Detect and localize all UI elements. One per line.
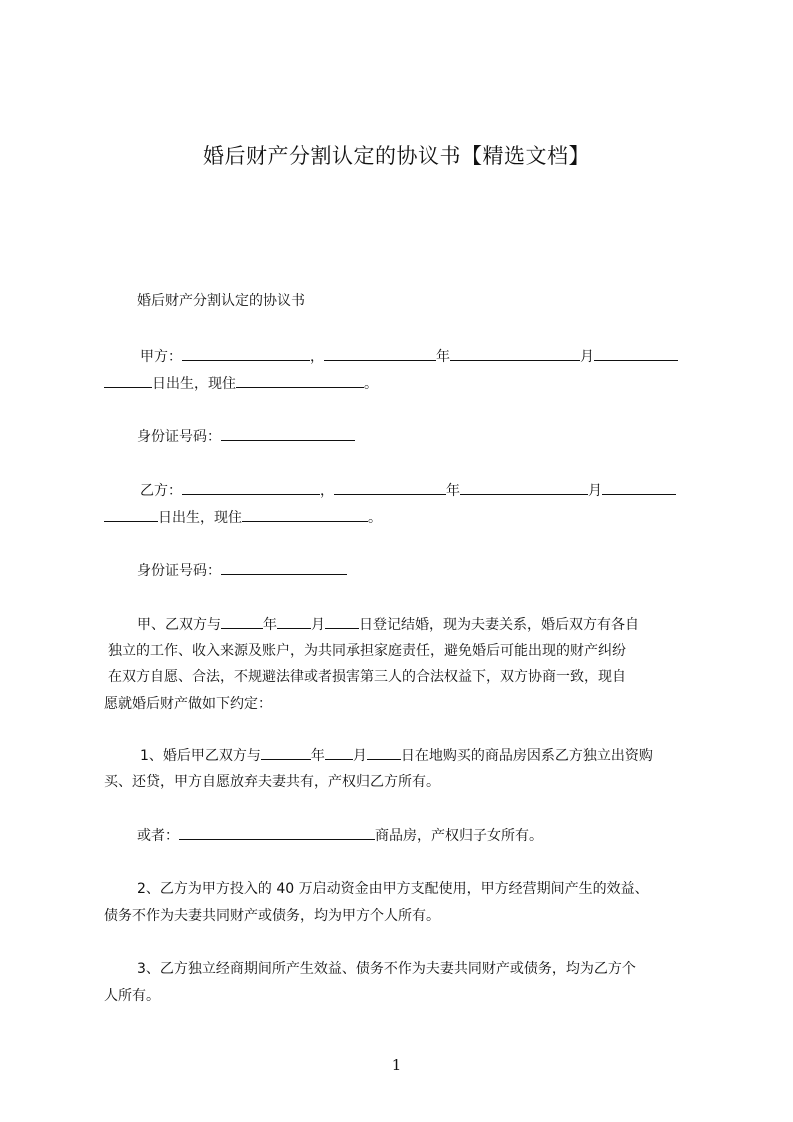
party-a-label: 甲方：: [140, 349, 182, 365]
clause-3-line-2: 人所有。: [104, 988, 160, 1004]
party-a-name-blank: [182, 346, 310, 361]
party-a-address-blank: [236, 373, 364, 388]
clause-1-line-2: 买、还贷，甲方自愿放弃夫妻共有，产权归乙方所有。: [104, 774, 440, 790]
party-b-birth-day-blank-1: [602, 480, 676, 495]
party-b-birth-year-blank: [334, 480, 446, 495]
clause-2-line-1: 2、乙方为甲方投入的 40 万启动资金由甲方支配使用，甲方经营期间产生的效益、: [137, 881, 649, 897]
or-clause-line: 或者： 商品房，产权归子女所有。: [137, 825, 543, 846]
party-a-id-label: 身份证号码：: [137, 429, 221, 445]
party-a-id-line: [137, 426, 355, 447]
party-a-line-2: 日出生，现住 。: [104, 373, 378, 394]
em-dash-line: [317, 831, 375, 840]
intro-line-3: 在双方自愿、合法，不规避法律或者损害第三人的合法权益下，双方协商一致，现自: [108, 669, 626, 685]
party-a-birth-month-blank: [450, 346, 580, 361]
page-number: 1: [391, 1056, 402, 1074]
marriage-month-blank: [277, 614, 311, 629]
party-a-birth-day-blank-2: [104, 373, 152, 388]
clause-2-line-2: 债务不作为夫妻共同财产或债务，均为甲方个人所有。: [104, 908, 440, 924]
party-a-birth-year-blank: [324, 346, 436, 361]
document-title: 婚后财产分割认定的协议书【精选文档】: [203, 144, 590, 168]
party-b-line-1: 乙方： ， 年 月: [140, 480, 676, 501]
party-a-line-1: 甲方： ， 年 月: [140, 346, 678, 367]
intro-line-2: 独立的工作、收入来源及账户，为共同承担家庭责任，避免婚后可能出现的财产纠纷: [108, 643, 626, 659]
party-b-label: 乙方：: [140, 483, 182, 499]
party-b-name-blank: [182, 480, 320, 495]
party-a-id-blank: [221, 426, 355, 441]
party-b-id-blank: [221, 560, 347, 575]
marriage-year-blank: [221, 614, 263, 629]
agreement-subtitle: 婚后财产分割认定的协议书: [137, 293, 305, 309]
party-a-birth-day-blank-1: [594, 346, 678, 361]
party-b-address-blank: [242, 507, 368, 522]
party-b-id-label: 身份证号码：: [137, 563, 221, 579]
clause-3-line-1: 3、乙方独立经商期间所产生效益、债务不作为夫妻共同财产或债务，均为乙方个: [137, 961, 636, 977]
marriage-day-blank: [325, 614, 359, 629]
clause-1-line-1: 1、婚后甲乙双方与 年 月 日在地购买的商品房因系乙方独立出资购: [140, 745, 653, 766]
party-b-birth-month-blank: [460, 480, 588, 495]
purchase-day-blank: [367, 745, 401, 760]
property-blank: [179, 825, 317, 840]
party-b-line-2: 日出生，现住 。: [104, 507, 382, 528]
intro-line-1: 甲、乙双方与 年 月 日登记结婚，现为夫妻关系，婚后双方有各自: [137, 614, 639, 635]
purchase-year-blank: [261, 745, 311, 760]
intro-line-4: 愿就婚后财产做如下约定：: [104, 696, 272, 712]
purchase-month-blank: [325, 745, 353, 760]
party-b-birth-day-blank-2: [104, 507, 158, 522]
party-b-id-line: [137, 560, 347, 581]
